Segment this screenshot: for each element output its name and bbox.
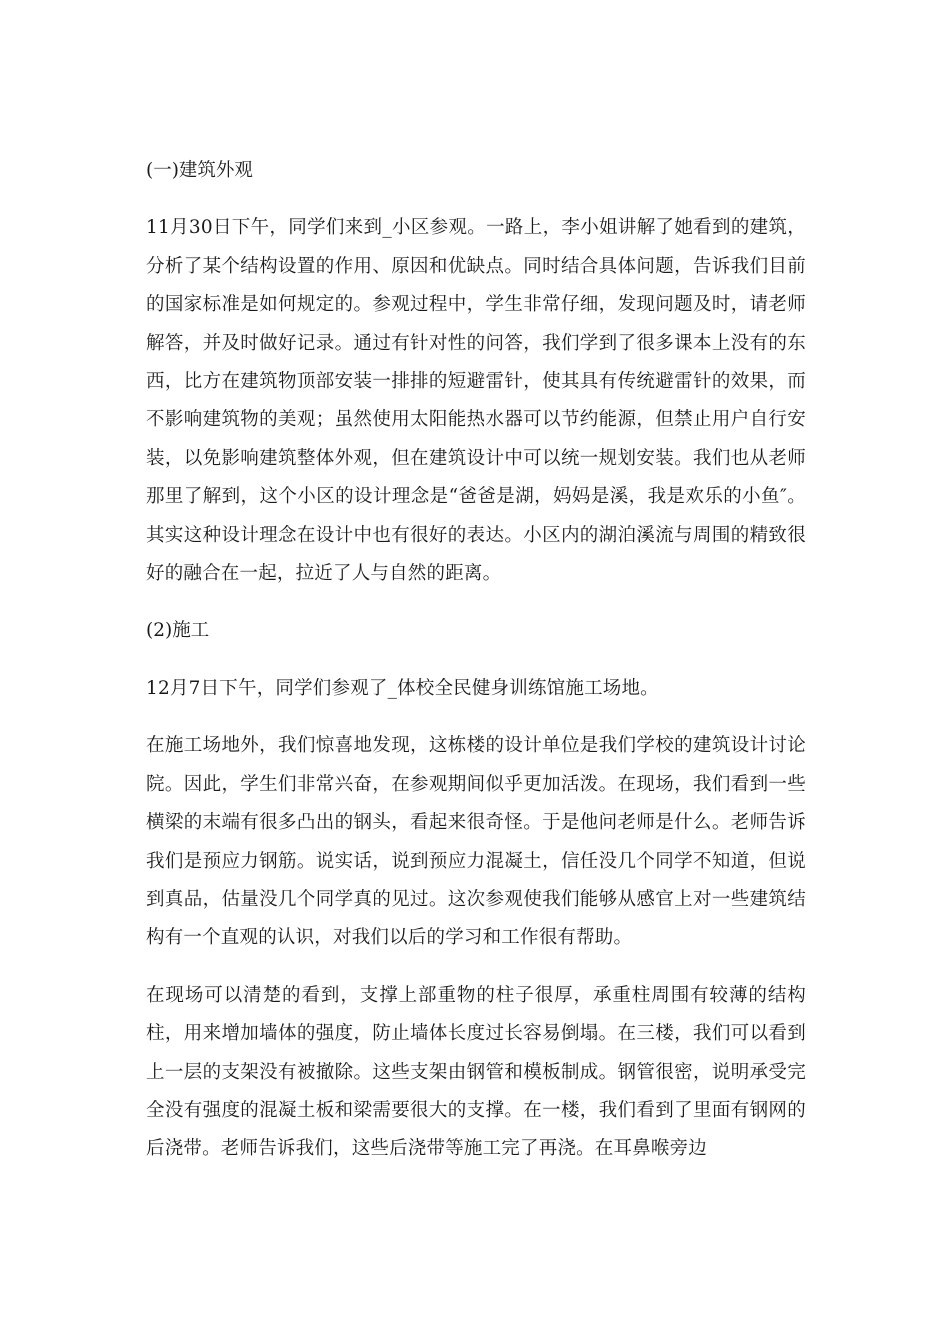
paragraph-construction-structure: 在现场可以清楚的看到，支撑上部重物的柱子很厚，承重柱周围有较薄的结构柱，用来增加墙体的强度，防止墙体长度过长容易倒塌。在三楼，我们可以看到上一层的支架没有被撤除。这些支架由钢管和模板制成。钢管很密，说明承受完全没有强度的混凝土板和梁需要很大的支撑。在一楼，我们看到了里面有钢网的后浇带。老师告诉我们，这些后浇带等施工完了再浇。在耳鼻喉旁边: [146, 984, 806, 1160]
paragraph-construction-site: 在施工场地外，我们惊喜地发现，这栋楼的设计单位是我们学校的建筑设计讨论院。因此，学生们非常兴奋，在参观期间似乎更加活泼。在现场，我们看到一些横梁的末端有很多凸出的钢头，看起来很奇怪。于是他问老师是什么。老师告诉我们是预应力钢筋。说实话，说到预应力混凝土，信任没几个同学不知道，但说到真品，估量没几个同学真的见过。这次参观使我们能够从感官上对一些建筑结构有一个直观的认识，对我们以后的学习和工作很有帮助。: [146, 735, 806, 949]
section-heading-construction: (2)施工: [146, 620, 210, 642]
document-body: [146, 152, 806, 1188]
paragraph-appearance-visit: 11月30日下午，同学们来到_小区参观。一路上，李小姐讲解了她看到的建筑，分析了某个结构设置的作用、原因和优缺点。同时结合具体问题，告诉我们目前的国家标准是如何规定的。参观过程中，学生非常仔细，发现问题及时，请老师解答，并及时做好记录。通过有针对性的问答，我们学到了很多课本上没有的东西，比方在建筑物顶部安装一排排的短避雷针，使其具有传统避雷针的效果，而不影响建筑物的美观；虽然使用太阳能热水器可以节约能源，但禁止用户自行安装，以免影响建筑整体外观，但在建筑设计中可以统一规划安装。我们也从老师那里了解到，这个小区的设计理念是“爸爸是湖，妈妈是溪，我是欢乐的小鱼″。其实这种设计理念在设计中也有很好的表达。小区内的湖泊溪流与周围的精致很好的融合在一起，拉近了人与自然的距离。: [146, 217, 806, 585]
section-heading-appearance: (一)建筑外观: [146, 160, 253, 181]
paragraph-construction-intro: 12月7日下午，同学们参观了_体校全民健身训练馆施工场地。: [146, 677, 659, 699]
